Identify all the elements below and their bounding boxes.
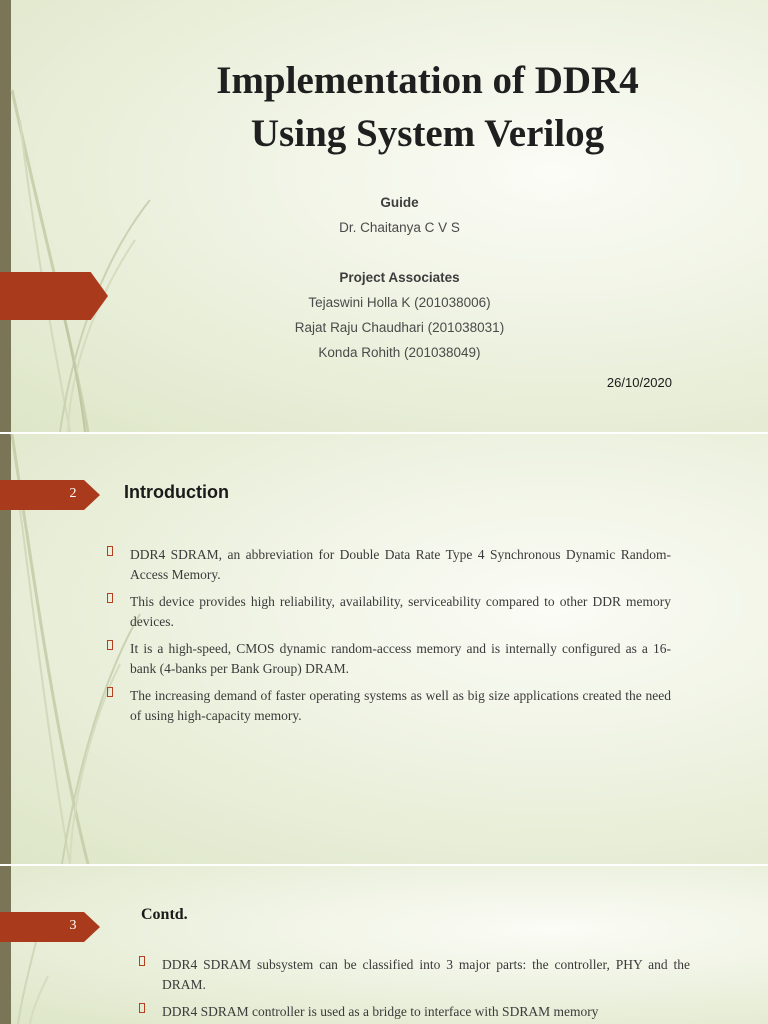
bullet-marker-icon [107, 546, 113, 556]
list-item: The increasing demand of faster operating systems as well as big size applications created the need of using high-capacity memory. [130, 686, 671, 725]
list-item: This device provides high reliability, availability, serviceability compared to other DDR memory devices. [130, 592, 671, 631]
guide-label: Guide [380, 195, 419, 210]
bullet-marker-icon [139, 1003, 145, 1013]
slide-number: 3 [69, 918, 77, 933]
presentation-title [150, 54, 705, 160]
list-item: DDR4 SDRAM, an abbreviation for Double Data Rate Type 4 Synchronous Dynamic Random-Access Memory. [130, 545, 671, 584]
slide-number-arrow [0, 480, 100, 510]
slide-number-arrow [0, 912, 100, 942]
title-line-1: Implementation of DDR4 [216, 59, 639, 102]
list-item: DDR4 SDRAM controller is used as a bridge to interface with SDRAM memory [162, 1002, 690, 1022]
associate-1: Tejaswini Holla K (201038006) [308, 295, 491, 310]
title-slide [0, 0, 768, 432]
slide-heading: Introduction [124, 482, 229, 502]
bullet-list [162, 955, 690, 1024]
slide-heading: Contd. [141, 906, 188, 923]
slide-number: 2 [69, 486, 77, 501]
list-item: DDR4 SDRAM subsystem can be classified into 3 major parts: the controller, PHY and the DRAM. [162, 955, 690, 994]
title-line-2: Using System Verilog [250, 112, 605, 155]
bullet-marker-icon [139, 956, 145, 966]
accent-arrow [0, 272, 108, 320]
bullet-list [130, 545, 671, 733]
associates-label: Project Associates [339, 270, 460, 285]
list-item: It is a high-speed, CMOS dynamic random-access memory and is internally configured as a 16-bank (4-banks per Bank Group) DRAM. [130, 639, 671, 678]
guide-name: Dr. Chaitanya C V S [339, 220, 460, 235]
associate-2: Rajat Raju Chaudhari (201038031) [294, 320, 505, 335]
introduction-slide [0, 434, 768, 864]
bullet-marker-icon [107, 640, 113, 650]
bullet-marker-icon [107, 687, 113, 697]
contd-slide [0, 866, 768, 1024]
associate-3: Konda Rohith (201038049) [318, 345, 481, 360]
bullet-marker-icon [107, 593, 113, 603]
presentation-date: 26/10/2020 [606, 375, 672, 390]
